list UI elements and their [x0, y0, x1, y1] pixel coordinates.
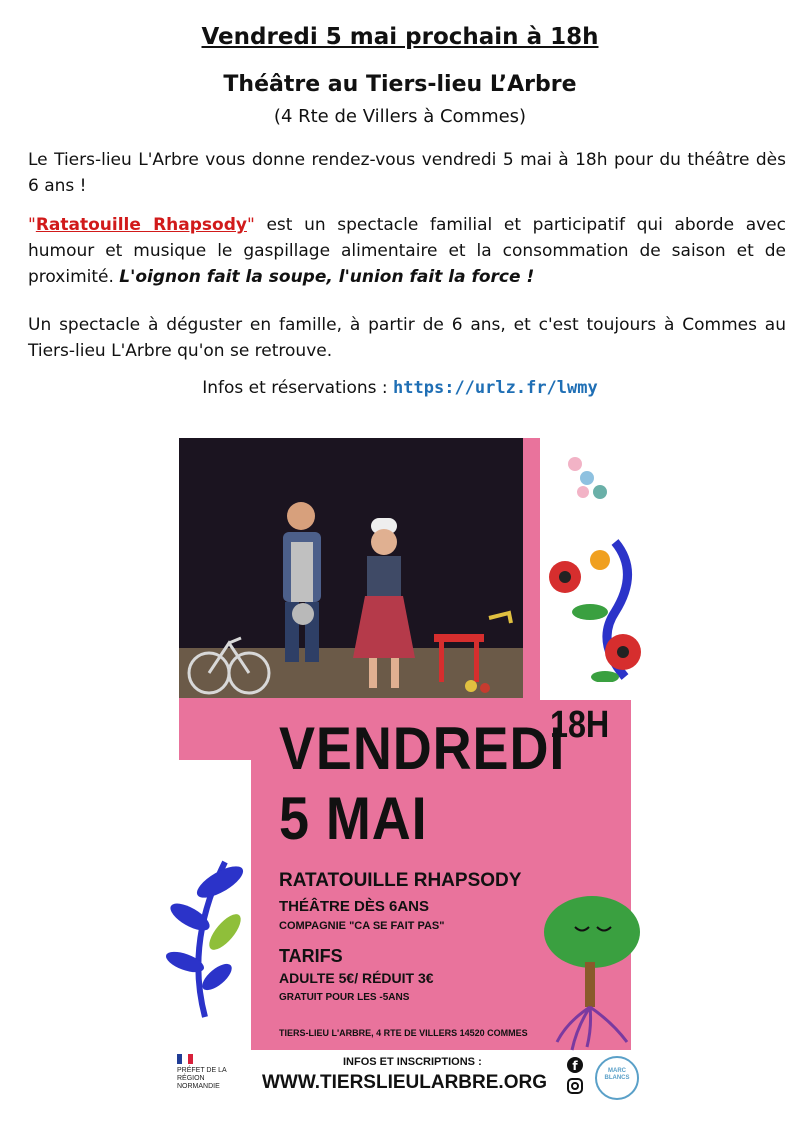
header-title: Théâtre au Tiers-lieu L’Arbre	[223, 72, 577, 97]
poster-date: 5 MAI	[279, 785, 428, 852]
poster-infos-label: INFOS ET INSCRIPTIONS :	[343, 1056, 482, 1068]
svg-text:f: f	[572, 1059, 578, 1073]
poster-show-title: RATATOUILLE RHAPSODY	[279, 870, 522, 891]
quote-close: "	[246, 215, 255, 235]
poster-company: COMPAGNIE "CA SE FAIT PAS"	[279, 920, 445, 932]
header-date-line: Vendredi 5 mai prochain à 18h	[201, 24, 599, 50]
tree-logo-icon	[537, 892, 642, 1052]
slogan: L'oignon fait la soupe, l'union fait la force !	[119, 267, 535, 287]
infos-label: Infos et réservations :	[202, 378, 394, 398]
header-address: (4 Rte de Villers à Commes)	[273, 106, 527, 127]
poster-hour: 18H	[550, 704, 610, 746]
event-poster	[165, 432, 645, 1102]
infos-line	[0, 378, 800, 398]
facebook-icon[interactable]	[567, 1057, 583, 1073]
french-flag-icon	[177, 1054, 193, 1064]
poster-free-entry: GRATUIT POUR LES -5ANS	[279, 992, 410, 1003]
intro-paragraph: Le Tiers-lieu L'Arbre vous donne rendez-vous vendredi 5 mai à 18h pour du théâtre dès 6 ans !	[28, 150, 786, 196]
instagram-icon[interactable]	[568, 1079, 582, 1093]
poster-day: VENDREDI	[279, 715, 566, 782]
reservation-link[interactable]: https://urlz.fr/lwmy	[393, 378, 598, 398]
prefet-logo	[177, 1054, 237, 1091]
quote-open: "	[28, 215, 36, 235]
poster-theatre-age: THÉÂTRE DÈS 6ANS	[279, 898, 430, 915]
leaves-decoration-icon	[165, 852, 255, 1022]
flower-decoration-icon	[545, 452, 645, 682]
family-paragraph: Un spectacle à déguster en famille, à partir de 6 ans, et c'est toujours à Commes au Tiers-lieu L'Arbre qu'on se retrouve.	[28, 315, 786, 361]
stage-photo	[179, 438, 523, 698]
badge-text: MARC BLANCS	[604, 1068, 630, 1081]
poster-website[interactable]: WWW.TIERSLIEULARBRE.ORG	[262, 1072, 547, 1093]
poster-address: TIERS-LIEU L'ARBRE, 4 RTE DE VILLERS 14520 COMMES	[279, 1028, 528, 1038]
description-paragraph	[28, 212, 786, 290]
prefet-label: PRÉFET DE LA RÉGION NORMANDIE	[177, 1067, 227, 1090]
marc-blancs-badge-icon	[595, 1056, 639, 1100]
stage-photo-illustration	[179, 438, 523, 698]
poster-price: ADULTE 5€/ RÉDUIT 3€	[279, 970, 434, 986]
description-text: est un spectacle familial et participatif qui aborde avec humour et musique le gaspillage alimentaire et la consommation de saison et de proximité.	[28, 215, 786, 287]
poster-tarifs-label: TARIFS	[279, 946, 343, 966]
social-icons	[565, 1056, 585, 1096]
show-link[interactable]: Ratatouille Rhapsody	[35, 215, 247, 235]
